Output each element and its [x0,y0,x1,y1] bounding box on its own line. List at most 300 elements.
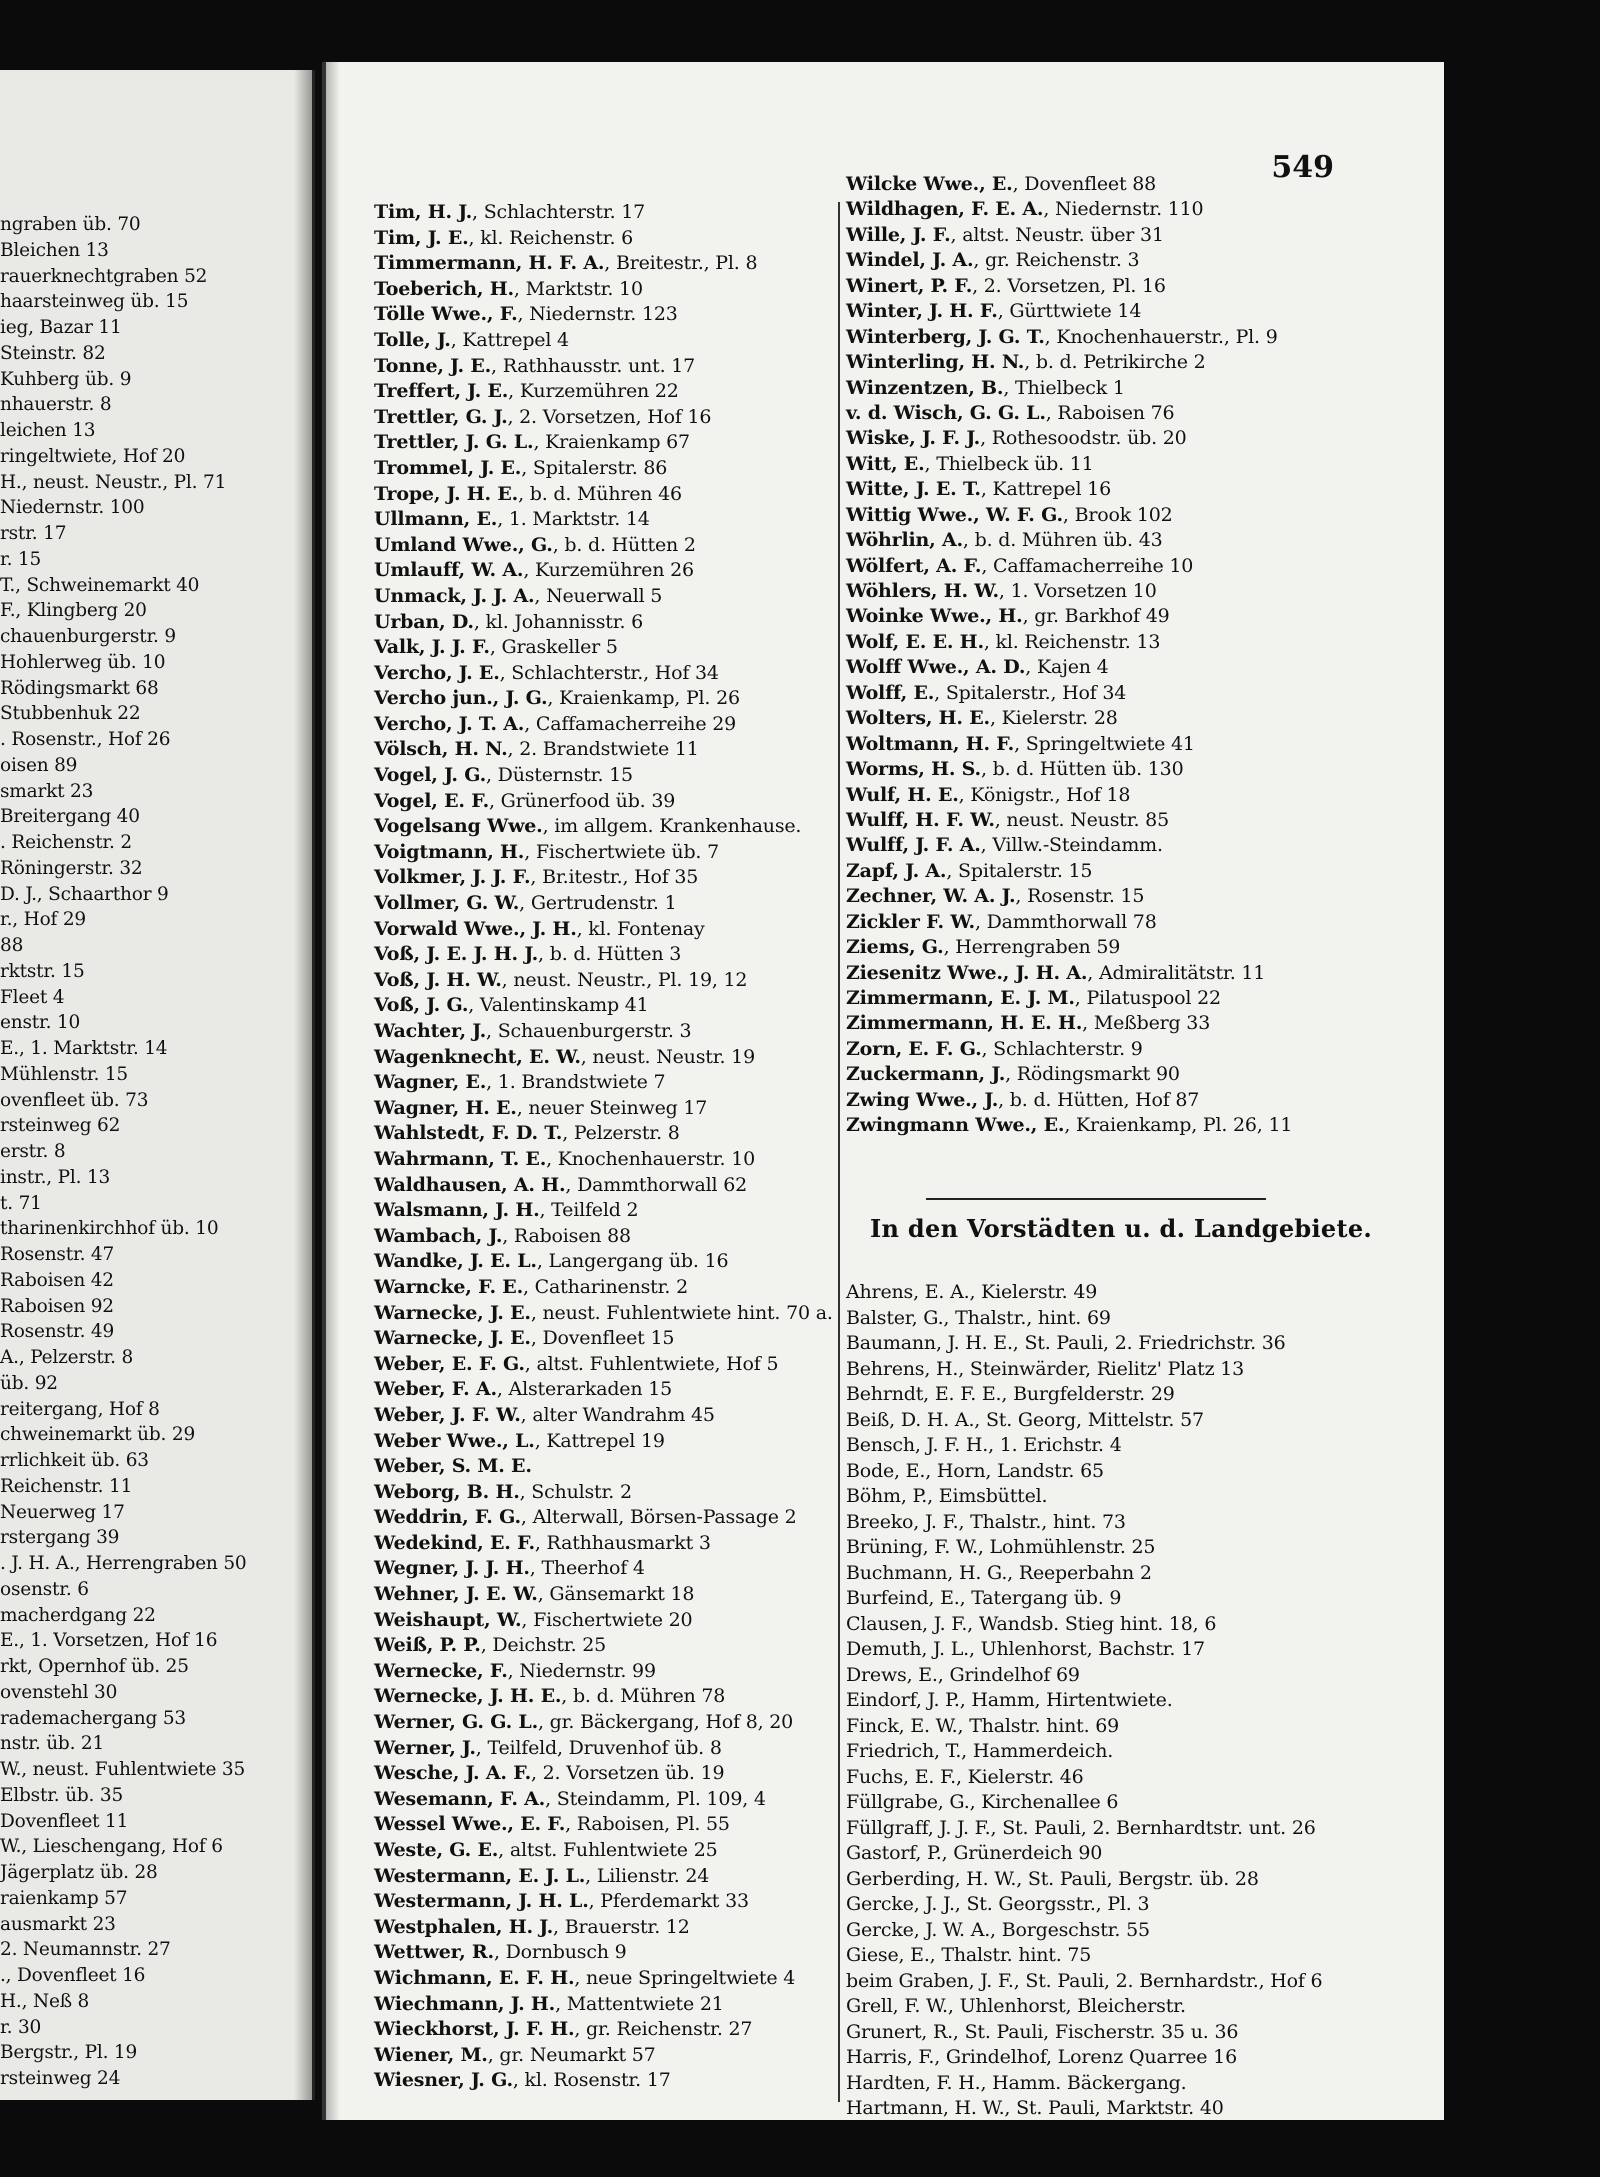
entry-name: Warnecke, J. E. [374,1301,531,1324]
entry-name: Vogelsang Wwe. [374,815,543,838]
directory-entry [846,197,1416,222]
directory-entry [374,2043,874,2069]
directory-entry: beim Graben, J. F., St. Pauli, 2. Bernhardstr., Hof 6 [846,1969,1323,1992]
entry-address: , Pelzerstr. 8 [562,1122,680,1145]
entry-name: Witt, E. [846,452,925,475]
entry-name: Wölfert, A. F. [846,554,982,577]
directory-entry: rsteinweg 24 [0,2068,121,2089]
directory-entry [846,986,1416,1011]
entry-name: Wernecke, F. [374,1659,508,1682]
entry-name: Wulff, J. F. A. [846,834,981,857]
directory-entry [374,2017,874,2043]
directory-entry [374,737,874,763]
entry-address: , b. d. Petrikirche 2 [1024,351,1206,374]
directory-entry [374,1556,874,1582]
entry-address: , Kattrepel 19 [534,1429,665,1452]
directory-entry: raienkamp 57 [0,1887,128,1909]
entry-address: , Kurzemühren 22 [508,380,679,403]
directory-entry: nhauerstr. 8 [0,394,112,416]
entry-address: , 1. Vorsetzen 10 [998,580,1157,602]
directory-entry: Demuth, J. L., Uhlenhorst, Bachstr. 17 [846,1638,1205,1660]
directory-entry [846,528,1416,553]
directory-entry: E., 1. Marktstr. 14 [0,1038,168,1059]
entry-name: Wachter, J. [374,1020,487,1042]
entry-address: , b. d. Hütten 3 [538,943,682,966]
directory-entry [846,1011,1416,1036]
entry-address: , kl. Reichenstr. 6 [468,226,634,249]
directory-entry: Raboisen 92 [0,1295,114,1317]
directory-entry [846,859,1416,884]
entry-name: Voß, J. E. J. H. J. [374,943,539,966]
entry-name: Zechner, W. A. J. [846,885,1016,908]
directory-entry [374,1301,874,1327]
directory-entry: ovenstehl 30 [0,1681,118,1703]
directory-entry [374,1121,874,1147]
directory-entry: Füllgraff, J. J. F., St. Pauli, 2. Bernhardtstr. unt. 26 [846,1816,1316,1839]
directory-entry [846,833,1416,858]
directory-entry [374,942,874,968]
directory-entry: ausmarkt 23 [0,1913,116,1935]
directory-entry [374,917,874,943]
directory-entry: chauenburgerstr. 9 [0,626,176,647]
directory-entry: reitergang, Hof 8 [0,1398,160,1420]
directory-entry [846,477,1416,502]
entry-address: , Caffamacherreihe 29 [524,712,736,735]
directory-entry: Burfeind, E., Tatergang üb. 9 [846,1587,1122,1609]
entry-address: , gr. Bäckergang, Hof 8, 20 [537,1711,794,1734]
entry-name: Weddrin, F. G. [374,1506,521,1529]
entry-name: Weiß, P. P. [374,1634,481,1657]
directory-entry: Mühlenstr. 15 [0,1063,128,1085]
directory-entry: Rödingsmarkt 68 [0,677,159,699]
directory-entry [846,376,1416,401]
directory-entry: ringeltwiete, Hof 20 [0,445,186,467]
entry-name: Treffert, J. E. [374,380,509,403]
entry-address: , kl. Rosenstr. 17 [512,2069,671,2092]
entry-name: Wettwer, R. [374,1941,494,1964]
directory-entry: Hartmann, H. W., St. Pauli, Marktstr. 40 [846,2097,1224,2119]
directory-entry [846,1113,1416,1138]
entry-name: Tim, H. J. [374,201,473,223]
directory-entry [374,1429,874,1455]
directory-entry [374,1019,874,1045]
directory-entry [846,172,1416,197]
entry-address: , Kraienkamp, Pl. 26 [547,687,740,710]
directory-entry [846,299,1416,324]
entry-name: Weste, G. E. [374,1839,499,1861]
directory-entry: Beiß, D. H. A., St. Georg, Mittelstr. 57 [846,1408,1204,1431]
entry-name: Wille, J. F. [846,223,951,246]
left-gutter-shadow [294,70,312,2100]
directory-entry: Grell, F. W., Uhlenhorst, Bleicherstr. [846,1995,1186,2017]
entry-name: Wöhrlin, A. [846,529,963,552]
directory-entry: Reichenstr. 11 [0,1475,133,1497]
directory-entry: ovenfleet üb. 73 [0,1089,149,1111]
entry-address: , Caffamacherreihe 10 [981,554,1194,577]
directory-entry: leichen 13 [0,420,96,441]
entry-name: Wulf, H. E. [846,783,959,806]
directory-entry [846,732,1416,757]
directory-entry: Rosenstr. 47 [0,1244,115,1265]
directory-entry [374,1864,874,1890]
entry-address: , Breitestr., Pl. 8 [604,252,758,275]
directory-entry [374,840,874,866]
entry-address: , Mattentwiete 21 [555,1992,724,2015]
directory-entry [374,379,874,405]
entry-name: v. d. Wisch, G. G. L. [846,401,1046,424]
entry-address: , Dovenfleet 15 [530,1327,675,1350]
directory-entry: rktstr. 15 [0,960,85,982]
directory-entry [846,706,1416,731]
entry-name: Weber, J. F. W. [374,1403,521,1426]
directory-entry [374,328,874,354]
entry-name: Wieckhorst, J. F. H. [374,2018,575,2041]
directory-entry: Neuerweg 17 [0,1501,125,1523]
entry-address: , Dornbusch 9 [493,1941,627,1964]
entry-name: Zwing Wwe., J. [846,1088,999,1111]
entry-name: Woltmann, H. F. [846,732,1015,755]
entry-name: Wahrmann, T. E. [374,1147,547,1170]
entry-address: , Kattrepel 16 [980,478,1111,501]
entry-name: Walsmann, J. H. [374,1199,540,1222]
entry-name: Trommel, J. E. [374,456,522,479]
directory-entry: rademachergang 53 [0,1707,186,1729]
column-divider [838,202,840,2102]
directory-entry: H., neust. Neustr., Pl. 71 [0,471,227,493]
entry-name: Urban, D. [374,610,474,633]
entry-address: , Kraienkamp 67 [533,431,690,454]
entry-name: Werner, J. [374,1736,476,1759]
directory-entry [374,277,874,303]
entry-address: , alter Wandrahm 45 [520,1403,715,1426]
directory-entry [374,1275,874,1301]
directory-entry: Bensch, J. F. H., 1. Erichstr. 4 [846,1434,1122,1456]
entry-name: Wichmann, E. F. H. [374,1966,575,1989]
directory-entry: ngraben üb. 70 [0,214,141,235]
entry-name: Werner, G. G. L. [374,1711,538,1734]
directory-entry [846,274,1416,299]
entry-address: , neust. Neustr. 19 [580,1045,755,1068]
entry-name: Wagner, H. E. [374,1096,517,1119]
directory-entry: Niedernstr. 100 [0,497,145,519]
directory-entry [374,456,874,482]
directory-entry: rstr. 17 [0,523,67,544]
section-heading: In den Vorstädten u. d. Landgebiete. [870,1214,1373,1243]
directory-entry [374,1992,874,2018]
entry-name: Warncke, F. E. [374,1275,523,1298]
entry-name: Weber, E. F. G. [374,1352,525,1375]
entry-address: , Schlachterstr. 9 [981,1037,1143,1060]
directory-entry: Balster, G., Thalstr., hint. 69 [846,1306,1111,1329]
directory-entry: rsteinweg 62 [0,1115,121,1137]
directory-entry [374,635,874,661]
directory-entry [374,686,874,712]
directory-entry: Fleet 4 [0,986,65,1008]
directory-entry: Böhm, P., Eimsbüttel. [846,1485,1048,1507]
directory-entry: Röningerstr. 32 [0,857,143,879]
entry-address: , b. d. Mühren 46 [518,482,682,505]
directory-entry: Eindorf, J. P., Hamm, Hirtentwiete. [846,1689,1173,1711]
directory-entry [846,401,1416,426]
entry-name: Vercho, J. E. [374,661,500,684]
entry-name: Ziesenitz Wwe., J. H. A. [846,961,1088,984]
entry-address: , Grünerfood üb. 39 [489,789,676,812]
directory-entry: Drews, E., Grindelhof 69 [846,1663,1080,1686]
directory-entry [846,325,1416,350]
entry-address: , Teilfeld, Druvenhof üb. 8 [475,1736,722,1759]
section-rule [926,1198,1266,1200]
directory-entry: Elbstr. üb. 35 [0,1784,124,1806]
entry-address: , 1. Marktstr. 14 [497,508,650,531]
directory-entry: ., Dovenfleet 16 [0,1965,146,1986]
entry-name: Wernecke, J. H. E. [374,1685,562,1708]
directory-entry: Jägerplatz üb. 28 [0,1862,158,1883]
directory-entry: osenstr. 6 [0,1578,89,1600]
directory-entry [846,681,1416,706]
directory-entry [374,1070,874,1096]
directory-entry: haarsteinweg üb. 15 [0,291,189,313]
entry-name: Wedekind, E. F. [374,1531,535,1554]
entry-address: , Kajen 4 [1025,656,1109,679]
entry-address: , Fischertwiete 20 [521,1608,693,1631]
entry-address: , 2. Vorsetzen, Pl. 16 [972,274,1166,297]
directory-entry [374,430,874,456]
directory-entry [374,865,874,891]
directory-entry [374,226,874,252]
directory-entry: r., Hof 29 [0,909,86,931]
directory-entry: Friedrich, T., Hammerdeich. [846,1740,1114,1762]
entry-address: , Theerhof 4 [529,1557,645,1580]
entry-address: , Gertrudenstr. 1 [519,892,677,915]
entry-name: Wöhlers, H. W. [846,580,999,602]
directory-entry: Gercke, J. W. A., Borgeschstr. 55 [846,1918,1150,1941]
entry-address: , kl. Johannisstr. 6 [473,610,644,633]
entry-name: Toeberich, H. [374,277,514,300]
directory-entry: rrlichkeit üb. 63 [0,1450,149,1471]
directory-entry [846,808,1416,833]
entry-name: Weishaupt, W. [374,1608,522,1631]
entry-name: Winterberg, J. G. T. [846,325,1045,348]
directory-entry [846,452,1416,477]
directory-entry [374,1505,874,1531]
entry-address: , altst. Fuhlentwiete, Hof 5 [524,1352,779,1375]
directory-entry: 88 [0,935,24,956]
directory-entry: tharinenkirchhof üb. 10 [0,1218,219,1240]
page-number: 549 [1271,150,1334,185]
entry-name: Zuckermann, J. [846,1063,1006,1086]
directory-entry: Behrens, H., Steinwärder, Rielitz' Platz 13 [846,1357,1245,1380]
entry-address: , Gürttwiete 14 [997,300,1142,323]
entry-address: , Brook 102 [1062,503,1173,526]
left-page-column [0,212,300,2092]
entry-address: , altst. Neustr. über 31 [950,223,1164,246]
entry-address: , Br.itestr., Hof 35 [530,866,699,889]
directory-entry: A., Pelzerstr. 8 [0,1347,134,1368]
directory-entry [846,604,1416,629]
directory-entry: oisen 89 [0,754,78,776]
entry-address: , gr. Reichenstr. 3 [973,249,1140,272]
directory-entry: Breitergang 40 [0,806,140,828]
directory-entry: Hohlerweg üb. 10 [0,651,166,673]
directory-entry [374,712,874,738]
directory-entry: . Rosenstr., Hof 26 [0,729,171,750]
directory-entry [846,248,1416,273]
entry-address: , Schulstr. 2 [519,1480,632,1503]
directory-entry [374,1198,874,1224]
directory-entry [846,426,1416,451]
directory-entry: Kuhberg üb. 9 [0,368,132,390]
directory-entry [374,533,874,559]
directory-entry [846,655,1416,680]
directory-entry: T., Schweinemarkt 40 [0,574,200,596]
directory-entry: 2. Neumannstr. 27 [0,1939,171,1961]
entry-name: Zickler F. W. [846,910,975,933]
directory-entry: rkt, Opernhof üb. 25 [0,1656,189,1677]
directory-entry [374,891,874,917]
directory-entry [374,482,874,508]
entry-address: , Meßberg 33 [1082,1012,1211,1035]
entry-name: Tonne, J. E. [374,354,492,377]
directory-entry: W., Lieschengang, Hof 6 [0,1836,223,1858]
entry-address: , 1. Brandstwiete 7 [486,1071,666,1094]
directory-entry: rauerknechtgraben 52 [0,265,208,287]
directory-entry [846,884,1416,909]
entry-address: , neust. Neustr. 85 [994,808,1169,831]
entry-address: , b. d. Hütten, Hof 87 [998,1088,1200,1111]
directory-entry [374,1224,874,1250]
entry-name: Tölle Wwe., F. [374,303,518,326]
entry-name: Windel, J. A. [846,249,974,272]
directory-entry [846,1062,1416,1087]
entry-name: Winert, P. F. [846,274,973,297]
entry-address: , Rathhausmarkt 3 [534,1531,711,1554]
entry-address: , kl. Reichenstr. 13 [983,630,1161,653]
entry-name: Westphalen, H. J. [374,1915,554,1938]
entry-address: , Teilfeld 2 [539,1199,639,1222]
entry-address: , Springeltwiete 41 [1014,732,1195,755]
entry-name: Wagenknecht, E. W. [374,1045,581,1068]
directory-entry [374,354,874,380]
entry-address: , 2. Vorsetzen, Hof 16 [507,405,712,428]
entry-name: Umlauff, W. A. [374,559,524,582]
directory-entry [846,757,1416,782]
entry-address: , Graskeller 5 [489,636,618,659]
directory-entry: Steinstr. 82 [0,342,106,364]
entry-address: , 2. Brandstwiete 11 [507,738,699,761]
entry-name: Wesemann, F. A. [374,1787,546,1810]
entry-name: Waldhausen, A. H. [374,1173,566,1196]
directory-entry: Behrndt, E. F. E., Burgfelderstr. 29 [846,1383,1175,1405]
entry-address: , Alterwall, Börsen-Passage 2 [520,1506,797,1529]
entry-address: , neust. Fuhlentwiete hint. 70 a. [530,1301,833,1324]
entry-name: Wulff, H. F. W. [846,808,995,831]
entry-address: , Alsterarkaden 15 [496,1378,672,1401]
entry-address: , Schlachterstr., Hof 34 [499,661,719,684]
directory-entry: Füllgrabe, G., Kirchenallee 6 [846,1791,1119,1813]
entry-address: , Spitalerstr. 15 [946,859,1093,882]
entry-name: Vogel, E. F. [374,789,489,812]
entry-name: Vercho, J. T. A. [374,712,525,735]
directory-entry [374,993,874,1019]
directory-entry [846,961,1416,986]
directory-entry: Bleichen 13 [0,239,109,261]
entry-address: , Raboisen, Pl. 55 [565,1813,730,1836]
entry-name: Winterling, H. N. [846,351,1025,374]
directory-entry [374,251,874,277]
entry-name: Ziems, G. [846,936,944,959]
entry-address: , Rathhausstr. unt. 17 [491,354,696,377]
directory-entry: Buchmann, H. G., Reeperbahn 2 [846,1561,1152,1584]
entry-address: , Rosenstr. 15 [1015,885,1145,908]
entry-name: Völsch, H. N. [374,738,508,761]
directory-entry [374,1684,874,1710]
entry-address: , Neuerwall 5 [534,584,663,607]
entry-name: Voigtmann, H. [374,840,525,863]
directory-entry [374,789,874,815]
entry-name: Trettler, J. G. L. [374,431,534,454]
directory-entry [374,2068,874,2094]
entry-name: Voß, J. H. W. [374,968,502,991]
entry-address: , b. d. Hütten 2 [552,533,696,556]
directory-entry: Gastorf, P., Grünerdeich 90 [846,1842,1103,1864]
directory-entry: Giese, E., Thalstr. hint. 75 [846,1944,1092,1966]
directory-entry [374,1352,874,1378]
entry-name: Winter, J. H. F. [846,300,998,323]
directory-entry: enstr. 10 [0,1012,81,1034]
entry-address: , b. d. Mühren 78 [561,1685,726,1708]
entry-address: , Knochenhauerstr., Pl. 9 [1044,325,1278,348]
directory-entry: Bode, E., Horn, Landstr. 65 [846,1459,1104,1482]
entry-address: , b. d. Mühren üb. 43 [962,529,1163,552]
entry-address: , Fischertwiete üb. 7 [524,840,720,863]
entry-address: , Thielbeck üb. 11 [924,452,1094,475]
directory-entry: W., neust. Fuhlentwiete 35 [0,1759,246,1780]
entry-name: Volkmer, J. J. F. [374,866,531,889]
directory-entry [374,1633,874,1659]
entry-address: , Marktstr. 10 [513,277,643,300]
directory-entry [374,507,874,533]
entry-address: , Valentinskamp 41 [468,994,649,1017]
directory-entry [374,814,874,840]
directory-entry: macherdgang 22 [0,1604,156,1626]
entry-name: Tolle, J. [374,328,451,351]
entry-name: Wambach, J. [374,1224,503,1247]
directory-entry [374,1966,874,1992]
entry-address: , Dovenfleet 88 [1012,173,1157,195]
entry-address: , Spitalerstr., Hof 34 [934,681,1127,704]
entry-address: , Admiralitätstr. 11 [1087,961,1266,984]
entry-address: , kl. Fontenay [576,917,705,940]
directory-entry [846,630,1416,655]
entry-address: , Raboisen 88 [502,1224,631,1247]
directory-entry [374,200,874,226]
entry-name: Wiechmann, J. H. [374,1992,556,2015]
entry-name: Westermann, J. H. L. [374,1890,589,1913]
entry-name: Zapf, J. A. [846,859,947,882]
directory-entry: chweinemarkt üb. 29 [0,1424,196,1446]
entry-name: Voß, J. G. [374,994,469,1017]
directory-entry [374,1915,874,1941]
entry-address: , Pilatuspool 22 [1074,987,1221,1009]
entry-name: Worms, H. S. [846,758,981,781]
directory-entry [374,1531,874,1557]
entry-name: Wittig Wwe., W. F. G. [846,503,1063,526]
directory-entry [374,610,874,636]
directory-entry [374,1326,874,1352]
entry-address: , Dammthorwall 62 [565,1173,748,1196]
entry-address: , Kurzemühren 26 [523,559,694,582]
directory-entry [846,935,1416,960]
